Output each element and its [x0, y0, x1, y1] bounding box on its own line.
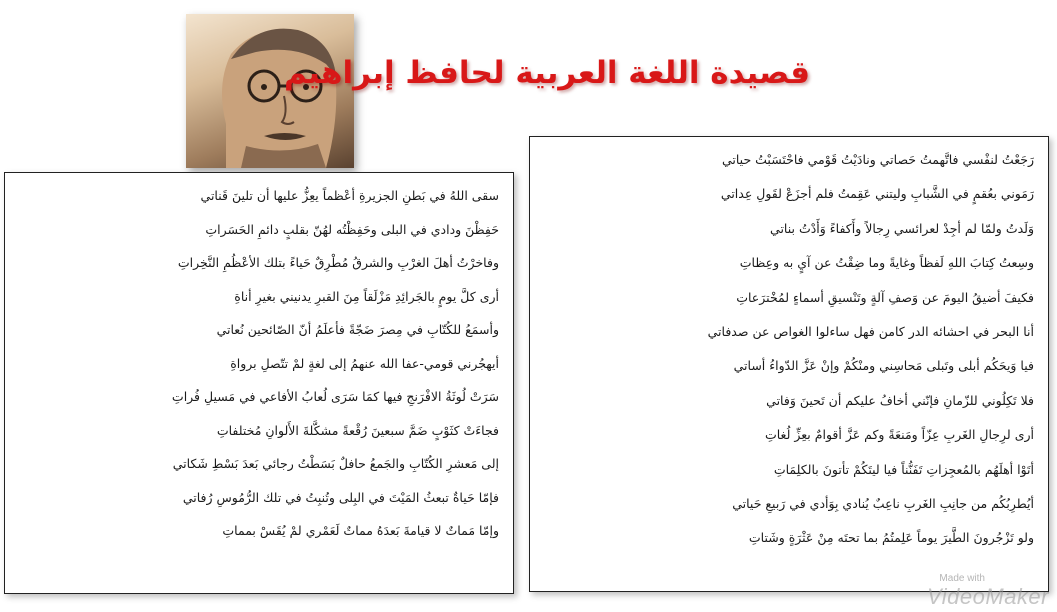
- verse-line: أيُطرِبُكُم من جانِبِ الغَربِ ناعِبٌ يُنادي بِوَأدي في رَبيعِ حَياتي: [732, 495, 1034, 511]
- watermark-prefix: Made with: [939, 573, 985, 584]
- verse-line: رَجَعْتُ لنفْسي فاتَّهمتُ حَصاتي ونادَيْتُ قَوْمي فاحْتَسَبْتُ حياتي: [721, 152, 1034, 167]
- page-title: قصيدة اللغة العربية لحافظ إبراهيم: [284, 55, 810, 91]
- verse-line: رَمَوني بعُقمٍ في الشَّبابِ وليتني عَقِمتُ فلم أجزَعْ لقَولِ عِداتي: [720, 186, 1034, 202]
- verse-line: وَلَدتُ ولمّا لم أجِدْ لعرائسي رِجالاً وأَكفاءً وَأَدْتُ بناتي: [770, 220, 1034, 236]
- verse-line: فكيفَ أضيقُ اليومَ عن وَصفِ آلةٍ وتَنْسيقِ أسماءٍ لمُخْترَعاتِ: [736, 289, 1034, 305]
- verse-line: أرى لرِجالِ الغَربِ عِزّاً ومَنعَةً وكم عَزَّ أقوامٌ بعِزِّ لُغاتِ: [764, 427, 1034, 443]
- verse-line: وفاخرْتُ أهلَ الغرْبِ والشرقُ مُطْرِقٌ حَياءً بتلك الأعْظُمِ النَّخِراتِ: [177, 255, 499, 270]
- verse-list-left: [5, 173, 513, 554]
- verse-line: فإمّا حَياةٌ تبعثُ المَيْتَ في البِلى وتُنبِتُ في تلك الرُّمُوسِ رُفاتي: [182, 489, 499, 505]
- watermark: VideoMaker: [927, 584, 1049, 609]
- verse-line: فجاءَتْ كثَوْبٍ ضَمَّ سبعينَ رُقْعةً مشكَّلةَ الأَلوانِ مُختلفاتِ: [216, 422, 499, 438]
- verse-line: وأسمَعُ للكُتّابِ في مِصرَ ضَجّةً فأعلَمُ أنّ الصّائحين نُعاتي: [216, 322, 499, 337]
- poem-panel-left: [4, 172, 514, 594]
- verse-line: حَفِظْنَ ودادي في البلى وحَفِظْتُه لهُنّ بقلبٍ دائمِ الحَسَراتِ: [205, 221, 499, 237]
- verse-line: أنا البحر في احشائه الدر كامن فهل ساءلوا الغواص عن صدفاتي: [707, 323, 1034, 339]
- verse-list-right: [530, 137, 1048, 562]
- verse-line: سقى اللهُ في بَطنِ الجزيرةِ أعْظماً يعِزُّ عليها أن تلينَ قَناتي: [200, 188, 499, 203]
- verse-line: سَرَتْ لُوثَةُ الافْرَنجِ فيها كمَا سَرَى لُعابُ الأفاعي في مَسيلِ فُراتِ: [171, 389, 499, 404]
- verse-line: وإمّا مَماتٌ لا قيامةَ بَعدَهُ مماتٌ لَعَمْري لمْ يُقَسْ بمماتِ: [222, 523, 499, 538]
- verse-line: أتَوْا أهلَهُم بالمُعجِزاتِ تَفَنُّناً فيا ليتَكُمْ تأتونَ بالكلِمَاتِ: [773, 461, 1034, 477]
- verse-line: ولو تَزْجُرونَ الطَّيرَ يوماً عَلِمتُمُ بما تحتَه مِنْ عَثْرَةٍ وشَتاتِ: [748, 530, 1034, 546]
- verse-line: وسِعتُ كِتابَ اللهِ لَفظاً وغايةً وما ضِقْتُ عن آيٍ به وعِظاتِ: [739, 255, 1034, 271]
- verse-line: إلى مَعشرِ الكُتّابِ والجَمعُ حافلٌ بَسَطْتُ رجائي بَعدَ بَسْطِ شَكاتي: [172, 456, 499, 471]
- verse-line: فيا وَيحَكُم أبلى وتَبلى مَحاسِني ومنْكُمْ وإنْ عَزَّ الدّواءُ أساتي: [733, 358, 1034, 374]
- verse-line: أرى كلَّ يومٍ بالجَرائِدِ مَزْلَقاً مِنَ القبرِ يدنيني بغيرِ أناةِ: [234, 288, 499, 304]
- poem-panel-right: [529, 136, 1049, 592]
- verse-line: فلا تَكِلُوني للزّمانِ فإنّني أخافُ عليكم أن تَحينَ وَفاتي: [766, 392, 1034, 408]
- verse-line: أيهجُرني قومي-عفا الله عنهمُ إلى لغةٍ لمْ تتّصلِ برواةِ: [230, 355, 499, 371]
